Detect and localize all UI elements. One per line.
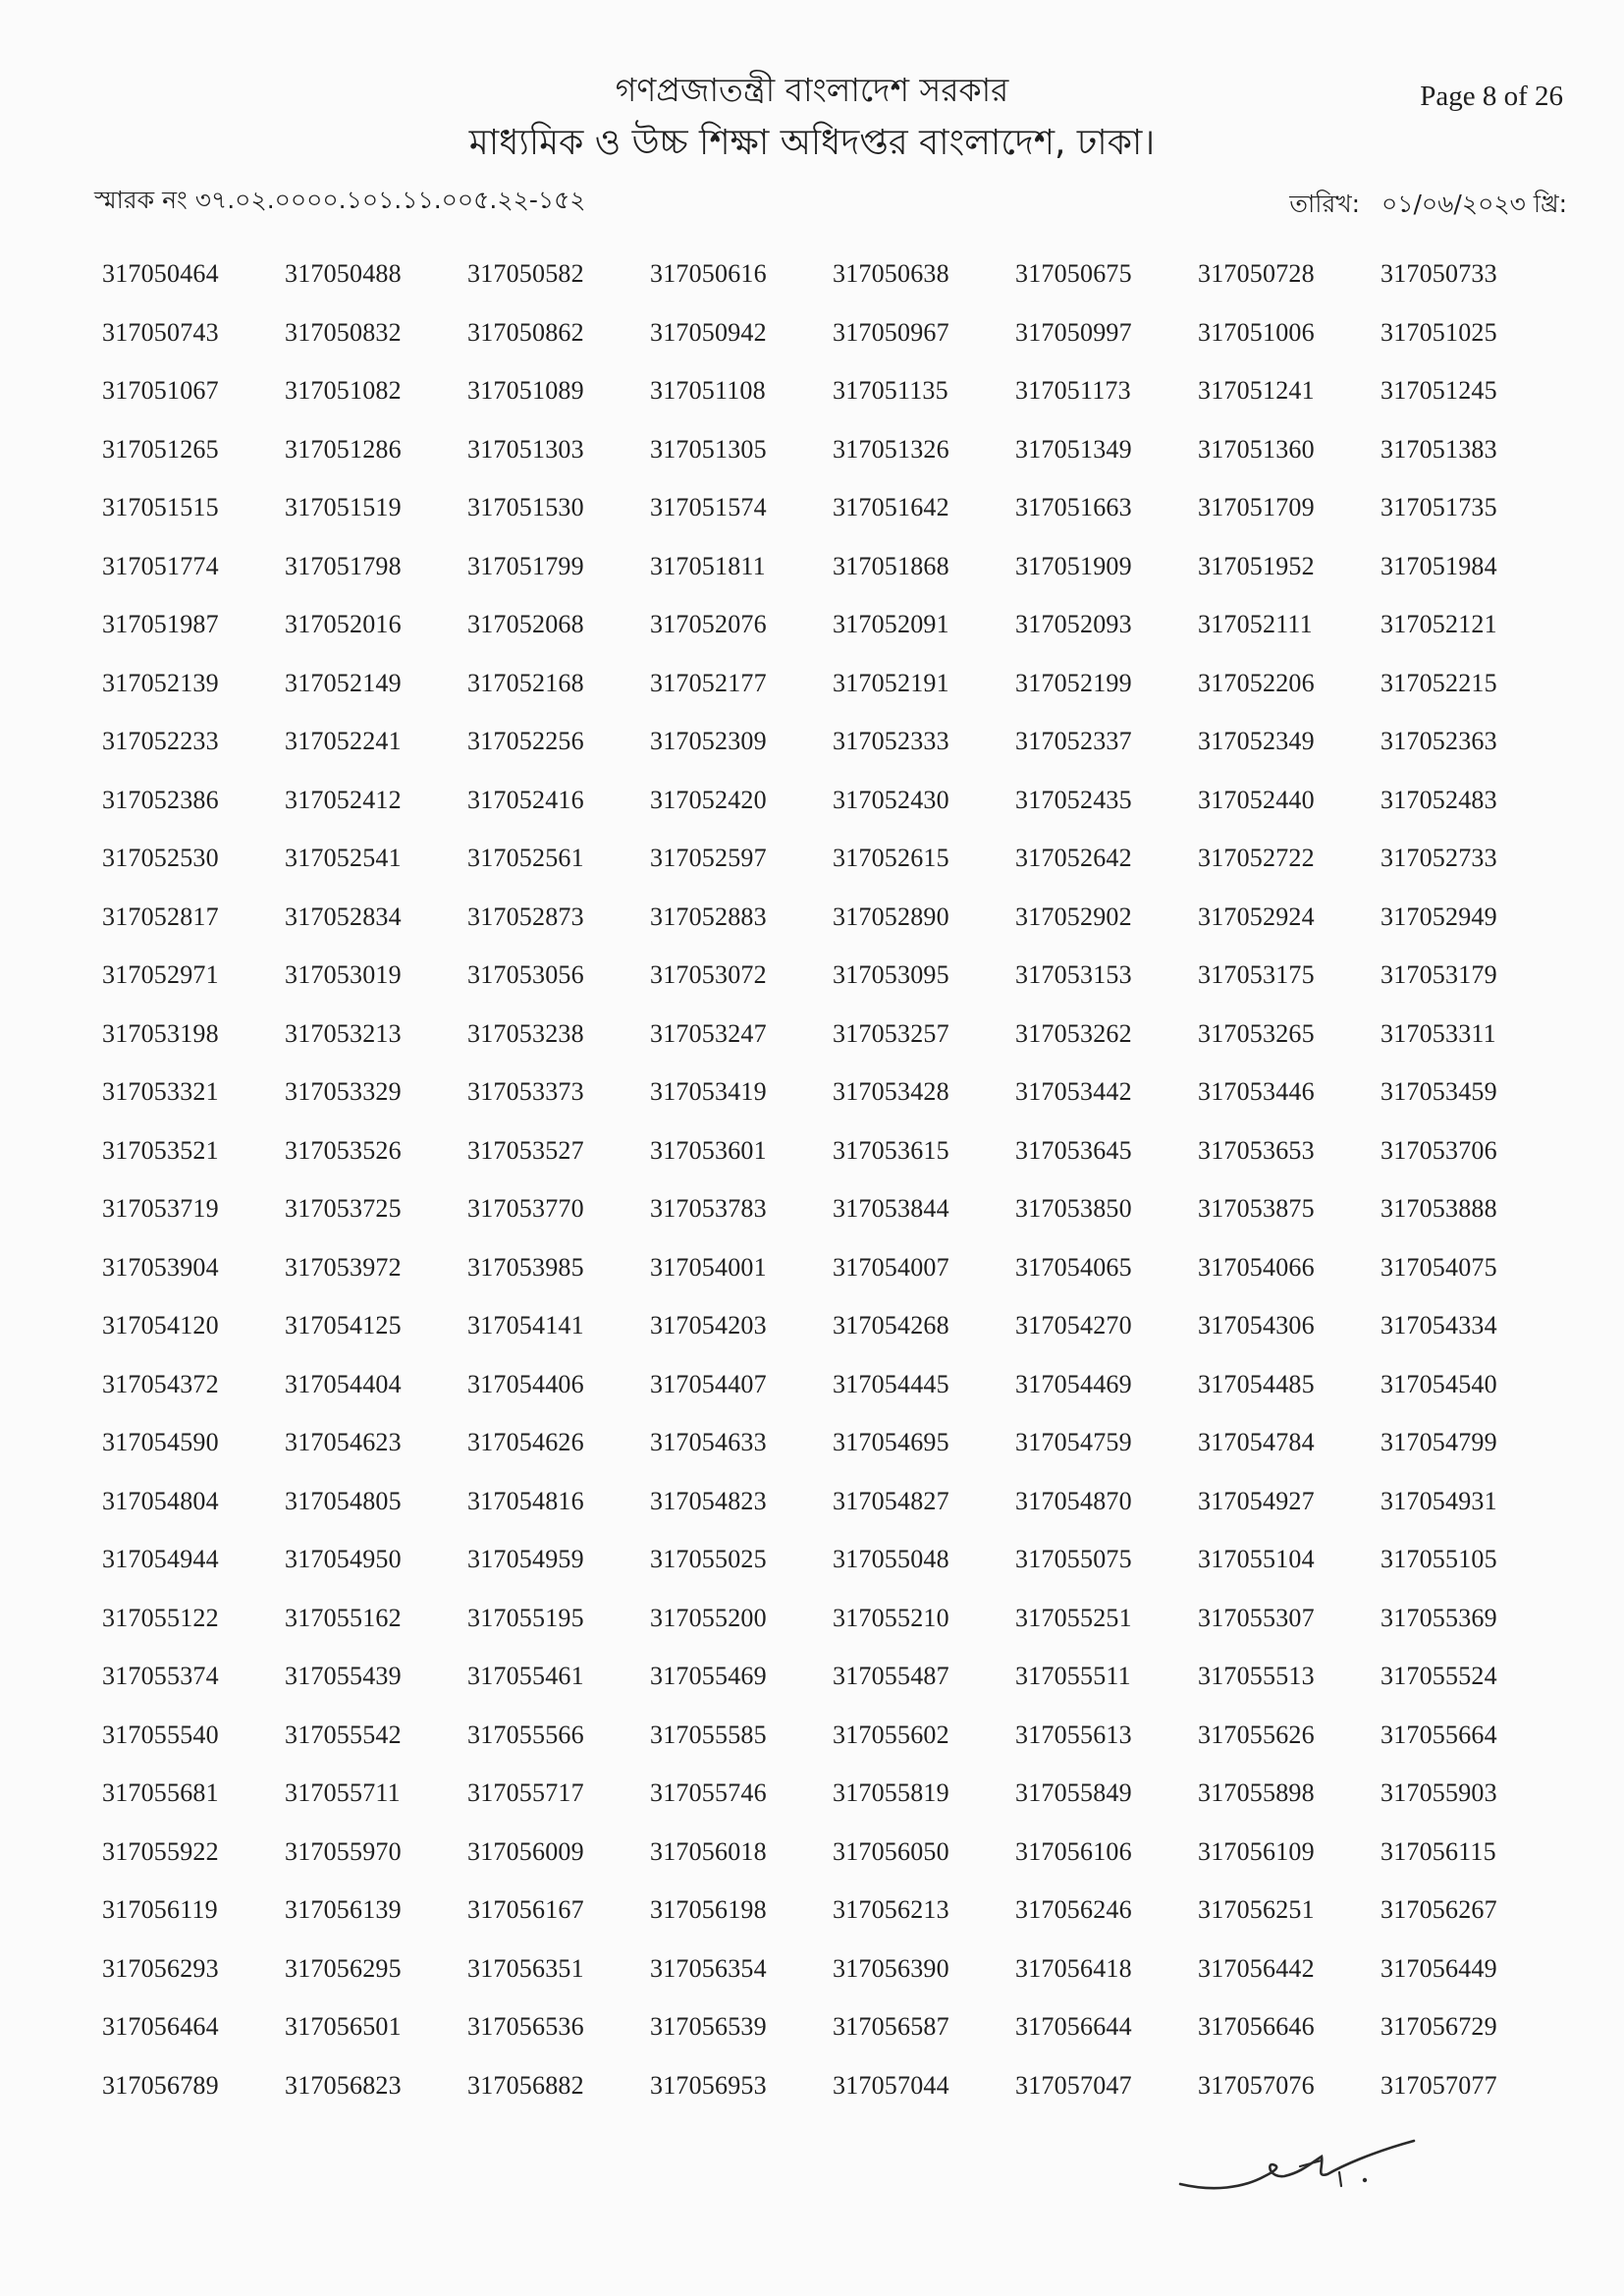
roll-number: 317053213 <box>285 1018 402 1048</box>
roll-number: 317051952 <box>1198 551 1315 580</box>
roll-number: 317056106 <box>1015 1836 1132 1866</box>
roll-number: 317056267 <box>1380 1895 1497 1924</box>
roll-number: 317053257 <box>833 1018 949 1048</box>
roll-number: 317051735 <box>1380 493 1497 521</box>
date-value: ০১/০৬/২০২৩ খ্রি: <box>1381 190 1567 218</box>
roll-number: 317055922 <box>102 1836 219 1866</box>
roll-number: 317051067 <box>102 376 219 405</box>
roll-number: 317052233 <box>102 727 219 755</box>
roll-number: 317052873 <box>467 902 584 931</box>
roll-number: 317054306 <box>1198 1311 1315 1339</box>
roll-number: 317053329 <box>285 1077 402 1106</box>
roll-number: 317055585 <box>650 1720 767 1749</box>
roll-number: 317050743 <box>102 317 219 347</box>
roll-number: 317054633 <box>650 1428 767 1456</box>
roll-number: 317051984 <box>1380 551 1497 580</box>
roll-number: 317053373 <box>467 1077 584 1106</box>
roll-number: 317053527 <box>467 1135 584 1165</box>
roll-number: 317052241 <box>285 727 402 755</box>
roll-number: 317052883 <box>650 902 767 931</box>
roll-number: 317051025 <box>1380 317 1497 347</box>
roll-number: 317054001 <box>650 1252 767 1282</box>
roll-number: 317052733 <box>1380 844 1497 872</box>
roll-number: 317055162 <box>285 1603 402 1632</box>
roll-number: 317052561 <box>467 844 584 872</box>
roll-number: 317054065 <box>1015 1252 1132 1282</box>
roll-number: 317050942 <box>650 317 767 347</box>
roll-number: 317057077 <box>1380 2070 1497 2100</box>
roll-number: 317056354 <box>650 1953 767 1983</box>
roll-number: 317056789 <box>102 2070 219 2100</box>
roll-number: 317052430 <box>833 785 949 814</box>
roll-number: 317056009 <box>467 1836 584 1866</box>
roll-number: 317055487 <box>833 1662 949 1690</box>
roll-number: 317052333 <box>833 727 949 755</box>
roll-number: 317055439 <box>285 1662 402 1690</box>
roll-number: 317052530 <box>102 844 219 872</box>
roll-number: 317056729 <box>1380 2012 1497 2041</box>
roll-number: 317056115 <box>1380 1836 1496 1866</box>
roll-number: 317056295 <box>285 1953 402 1983</box>
roll-number: 317052091 <box>833 610 949 638</box>
roll-number: 317053645 <box>1015 1135 1132 1165</box>
roll-number: 317053265 <box>1198 1018 1315 1048</box>
roll-number: 317055075 <box>1015 1545 1132 1573</box>
roll-number: 317053850 <box>1015 1194 1132 1223</box>
roll-number: 317053247 <box>650 1018 767 1048</box>
roll-number: 317056882 <box>467 2070 584 2100</box>
roll-number: 317054407 <box>650 1369 767 1398</box>
roll-number: 317055251 <box>1015 1603 1132 1632</box>
signature-icon <box>1174 2127 1420 2215</box>
roll-number: 317054372 <box>102 1369 219 1398</box>
roll-number: 317056109 <box>1198 1836 1315 1866</box>
roll-number: 317053459 <box>1380 1077 1497 1106</box>
roll-number: 317054816 <box>467 1486 584 1515</box>
roll-number: 317056587 <box>833 2012 949 2041</box>
roll-number: 317050582 <box>467 259 584 288</box>
roll-number: 317054784 <box>1198 1428 1315 1456</box>
roll-number: 317055542 <box>285 1720 402 1749</box>
roll-number: 317051709 <box>1198 493 1315 521</box>
roll-number: 317053985 <box>467 1252 584 1282</box>
roll-number: 317051519 <box>285 493 402 521</box>
roll-number: 317056823 <box>285 2070 402 2100</box>
roll-number: 317050616 <box>650 259 767 288</box>
roll-number: 317052924 <box>1198 902 1315 931</box>
roll-number: 317052337 <box>1015 727 1132 755</box>
roll-number: 317052483 <box>1380 785 1497 814</box>
roll-number: 317055210 <box>833 1603 949 1632</box>
roll-number: 317055511 <box>1015 1662 1131 1690</box>
roll-number: 317055469 <box>650 1662 767 1690</box>
roll-number: 317053321 <box>102 1077 219 1106</box>
roll-number: 317054590 <box>102 1428 219 1456</box>
roll-number: 317051530 <box>467 493 584 521</box>
roll-number: 317057076 <box>1198 2070 1315 2100</box>
roll-number: 317053601 <box>650 1135 767 1165</box>
roll-number: 317056198 <box>650 1895 767 1924</box>
roll-number: 317056536 <box>467 2012 584 2041</box>
roll-number: 317052191 <box>833 668 949 697</box>
roll-number: 317051799 <box>467 551 584 580</box>
roll-number: 317051360 <box>1198 434 1315 464</box>
roll-number: 317054075 <box>1380 1252 1497 1282</box>
roll-number: 317053095 <box>833 960 949 989</box>
roll-number: 317055540 <box>102 1720 219 1749</box>
roll-number: 317052309 <box>650 727 767 755</box>
roll-number: 317053615 <box>833 1135 949 1165</box>
roll-number: 317056246 <box>1015 1895 1132 1924</box>
roll-number: 317053888 <box>1380 1194 1497 1223</box>
roll-number: 317054540 <box>1380 1369 1497 1398</box>
roll-number: 317052416 <box>467 785 584 814</box>
roll-number: 317054805 <box>285 1486 402 1515</box>
roll-number: 317052349 <box>1198 727 1315 755</box>
roll-number: 317056464 <box>102 2012 219 2041</box>
roll-number: 317055746 <box>650 1778 767 1807</box>
roll-number: 317054799 <box>1380 1428 1497 1456</box>
roll-number: 317051811 <box>650 551 766 580</box>
roll-number: 317057047 <box>1015 2070 1132 2100</box>
roll-number: 317054870 <box>1015 1486 1132 1515</box>
roll-number: 317050464 <box>102 259 219 288</box>
roll-number: 317055602 <box>833 1720 949 1749</box>
roll-number: 317054823 <box>650 1486 767 1515</box>
roll-number: 317055524 <box>1380 1662 1497 1690</box>
roll-number: 317053442 <box>1015 1077 1132 1106</box>
roll-number: 317053019 <box>285 960 402 989</box>
roll-number: 317055664 <box>1380 1720 1497 1749</box>
roll-number: 317055374 <box>102 1662 219 1690</box>
roll-number: 317051241 <box>1198 376 1315 405</box>
roll-number: 317052215 <box>1380 668 1497 697</box>
roll-number: 317056351 <box>467 1953 584 1983</box>
roll-number: 317054007 <box>833 1252 949 1282</box>
roll-number: 317050967 <box>833 317 949 347</box>
date-block <box>1289 185 1567 227</box>
roll-number: 317051265 <box>102 434 219 464</box>
roll-number: 317052817 <box>102 902 219 931</box>
roll-number: 317054469 <box>1015 1369 1132 1398</box>
roll-number: 317056390 <box>833 1953 949 1983</box>
roll-number: 317055819 <box>833 1778 949 1807</box>
roll-number: 317055566 <box>467 1720 584 1749</box>
roll-number: 317052541 <box>285 844 402 872</box>
roll-number: 317050832 <box>285 317 402 347</box>
roll-number: 317055307 <box>1198 1603 1315 1632</box>
roll-number: 317051108 <box>650 376 766 405</box>
roll-number: 317053262 <box>1015 1018 1132 1048</box>
roll-number: 317052949 <box>1380 902 1497 931</box>
roll-number: 317053725 <box>285 1194 402 1223</box>
roll-number: 317054695 <box>833 1428 949 1456</box>
roll-number: 317057044 <box>833 2070 949 2100</box>
roll-number: 317052168 <box>467 668 584 697</box>
roll-number: 317052412 <box>285 785 402 814</box>
roll-number: 317052068 <box>467 610 584 638</box>
roll-number: 317055369 <box>1380 1603 1497 1632</box>
roll-number: 317054804 <box>102 1486 219 1515</box>
roll-number: 317053783 <box>650 1194 767 1223</box>
roll-number: 317056050 <box>833 1836 949 1866</box>
roll-number: 317054626 <box>467 1428 584 1456</box>
roll-number: 317056501 <box>285 2012 402 2041</box>
roll-number: 317054203 <box>650 1311 767 1339</box>
roll-number: 317053175 <box>1198 960 1315 989</box>
roll-number: 317056442 <box>1198 1953 1315 1983</box>
roll-number: 317051135 <box>833 376 948 405</box>
roll-number: 317051305 <box>650 434 767 464</box>
roll-number: 317054485 <box>1198 1369 1315 1398</box>
roll-number: 317056644 <box>1015 2012 1132 2041</box>
date-label: তারিখ: <box>1289 190 1361 218</box>
roll-number: 317052111 <box>1198 610 1313 638</box>
roll-number: 317051663 <box>1015 493 1132 521</box>
roll-number: 317056539 <box>650 2012 767 2041</box>
directorate-title: মাধ্যমিক ও উচ্চ শিক্ষা অধিদপ্তর বাংলাদেশ, ঢাকা। <box>468 123 1156 163</box>
roll-number: 317051515 <box>102 493 219 521</box>
roll-number: 317054066 <box>1198 1252 1315 1282</box>
roll-number: 317055461 <box>467 1662 584 1690</box>
roll-number: 317052256 <box>467 727 584 755</box>
roll-number: 317055903 <box>1380 1778 1497 1807</box>
roll-number: 317052206 <box>1198 668 1315 697</box>
roll-number: 317052363 <box>1380 727 1497 755</box>
roll-number: 317050638 <box>833 259 949 288</box>
roll-number: 317053056 <box>467 960 584 989</box>
roll-number: 317055025 <box>650 1545 767 1573</box>
roll-number: 317054120 <box>102 1311 219 1339</box>
roll-number: 317054334 <box>1380 1311 1497 1339</box>
roll-number: 317055200 <box>650 1603 767 1632</box>
roll-number: 317053179 <box>1380 960 1497 989</box>
roll-number: 317052016 <box>285 610 402 638</box>
roll-number: 317054927 <box>1198 1486 1315 1515</box>
roll-number: 317055717 <box>467 1778 584 1807</box>
roll-number: 317052149 <box>285 668 402 697</box>
roll-number: 317055613 <box>1015 1720 1132 1749</box>
roll-number: 317054959 <box>467 1545 584 1573</box>
roll-number: 317053446 <box>1198 1077 1315 1106</box>
roll-number: 317052386 <box>102 785 219 814</box>
roll-number: 317052139 <box>102 668 219 697</box>
roll-number: 317054623 <box>285 1428 402 1456</box>
roll-number: 317053653 <box>1198 1135 1315 1165</box>
roll-number: 317052971 <box>102 960 219 989</box>
roll-number: 317051006 <box>1198 317 1315 347</box>
roll-number: 317051303 <box>467 434 584 464</box>
government-title: গণপ্রজাতন্ত্রী বাংলাদেশ সরকার <box>615 71 1009 109</box>
roll-number: 317054950 <box>285 1545 402 1573</box>
roll-number: 317055711 <box>285 1778 401 1807</box>
roll-number: 317051326 <box>833 434 949 464</box>
roll-number: 317056018 <box>650 1836 767 1866</box>
roll-number: 317055105 <box>1380 1545 1497 1573</box>
roll-number: 317056139 <box>285 1895 402 1924</box>
roll-number: 317050488 <box>285 259 402 288</box>
roll-number: 317050728 <box>1198 259 1315 288</box>
roll-number: 317053719 <box>102 1194 219 1223</box>
roll-number: 317052076 <box>650 610 767 638</box>
roll-number: 317053072 <box>650 960 767 989</box>
roll-number: 317053521 <box>102 1135 219 1165</box>
roll-number: 317055195 <box>467 1603 584 1632</box>
roll-number: 317053428 <box>833 1077 949 1106</box>
roll-number: 317051987 <box>102 610 219 638</box>
roll-number: 317051082 <box>285 376 402 405</box>
roll-number: 317055898 <box>1198 1778 1315 1807</box>
roll-number: 317056418 <box>1015 1953 1132 1983</box>
roll-number: 317051173 <box>1015 376 1131 405</box>
roll-number: 317053875 <box>1198 1194 1315 1223</box>
roll-number: 317055122 <box>102 1603 219 1632</box>
roll-number: 317055513 <box>1198 1662 1315 1690</box>
roll-number: 317055104 <box>1198 1545 1315 1573</box>
roll-number: 317051868 <box>833 551 949 580</box>
roll-number: 317052199 <box>1015 668 1132 697</box>
roll-number: 317051245 <box>1380 376 1497 405</box>
page-indicator: Page 8 of 26 <box>1420 81 1563 112</box>
memo-number: স্মারক নং ৩৭.০২.০০০০.১০১.১১.০০৫.২২-১৫২ <box>94 186 586 214</box>
roll-number: 317052642 <box>1015 844 1132 872</box>
roll-number: 317056251 <box>1198 1895 1315 1924</box>
roll-number: 317050675 <box>1015 259 1132 288</box>
roll-number: 317052440 <box>1198 785 1315 814</box>
roll-number: 317052420 <box>650 785 767 814</box>
roll-number: 317053153 <box>1015 960 1132 989</box>
roll-number: 317054268 <box>833 1311 949 1339</box>
roll-number: 317051349 <box>1015 434 1132 464</box>
roll-number: 317051089 <box>467 376 584 405</box>
roll-number: 317054141 <box>467 1311 584 1339</box>
roll-number: 317053706 <box>1380 1135 1497 1165</box>
roll-number: 317051286 <box>285 434 402 464</box>
roll-number: 317054406 <box>467 1369 584 1398</box>
roll-number: 317053904 <box>102 1252 219 1282</box>
roll-number: 317054270 <box>1015 1311 1132 1339</box>
roll-number: 317055970 <box>285 1836 402 1866</box>
roll-number: 317050997 <box>1015 317 1132 347</box>
roll-number: 317056953 <box>650 2070 767 2100</box>
roll-number: 317052615 <box>833 844 949 872</box>
roll-number: 317053844 <box>833 1194 949 1223</box>
roll-number: 317053770 <box>467 1194 584 1223</box>
roll-number: 317053419 <box>650 1077 767 1106</box>
roll-number: 317054931 <box>1380 1486 1497 1515</box>
roll-number: 317054125 <box>285 1311 402 1339</box>
roll-number: 317055849 <box>1015 1778 1132 1807</box>
roll-number: 317051574 <box>650 493 767 521</box>
roll-number: 317056646 <box>1198 2012 1315 2041</box>
roll-number: 317056167 <box>467 1895 584 1924</box>
roll-number: 317056213 <box>833 1895 949 1924</box>
roll-number: 317051774 <box>102 551 219 580</box>
roll-number: 317051798 <box>285 551 402 580</box>
roll-number: 317052890 <box>833 902 949 931</box>
roll-number: 317050733 <box>1380 259 1497 288</box>
roll-number: 317055681 <box>102 1778 219 1807</box>
roll-number: 317051383 <box>1380 434 1497 464</box>
roll-number-grid <box>102 259 1563 2129</box>
roll-number: 317052722 <box>1198 844 1315 872</box>
roll-number: 317052834 <box>285 902 402 931</box>
roll-number: 317053238 <box>467 1018 584 1048</box>
roll-number: 317054445 <box>833 1369 949 1398</box>
roll-number: 317052177 <box>650 668 767 697</box>
roll-number: 317052435 <box>1015 785 1132 814</box>
roll-number: 317054944 <box>102 1545 219 1573</box>
roll-number: 317051642 <box>833 493 949 521</box>
roll-number: 317055626 <box>1198 1720 1315 1749</box>
roll-number: 317053972 <box>285 1252 402 1282</box>
roll-number: 317056449 <box>1380 1953 1497 1983</box>
roll-number: 317052597 <box>650 844 767 872</box>
roll-number: 317056293 <box>102 1953 219 1983</box>
roll-number: 317053311 <box>1380 1018 1496 1048</box>
roll-number: 317052093 <box>1015 610 1132 638</box>
roll-number: 317056119 <box>102 1895 218 1924</box>
roll-number: 317053526 <box>285 1135 402 1165</box>
roll-number: 317054759 <box>1015 1428 1132 1456</box>
roll-number: 317054404 <box>285 1369 402 1398</box>
roll-number: 317054827 <box>833 1486 949 1515</box>
roll-number: 317055048 <box>833 1545 949 1573</box>
roll-number: 317051909 <box>1015 551 1132 580</box>
roll-number: 317050862 <box>467 317 584 347</box>
roll-number: 317053198 <box>102 1018 219 1048</box>
roll-number: 317052902 <box>1015 902 1132 931</box>
roll-number: 317052121 <box>1380 610 1497 638</box>
